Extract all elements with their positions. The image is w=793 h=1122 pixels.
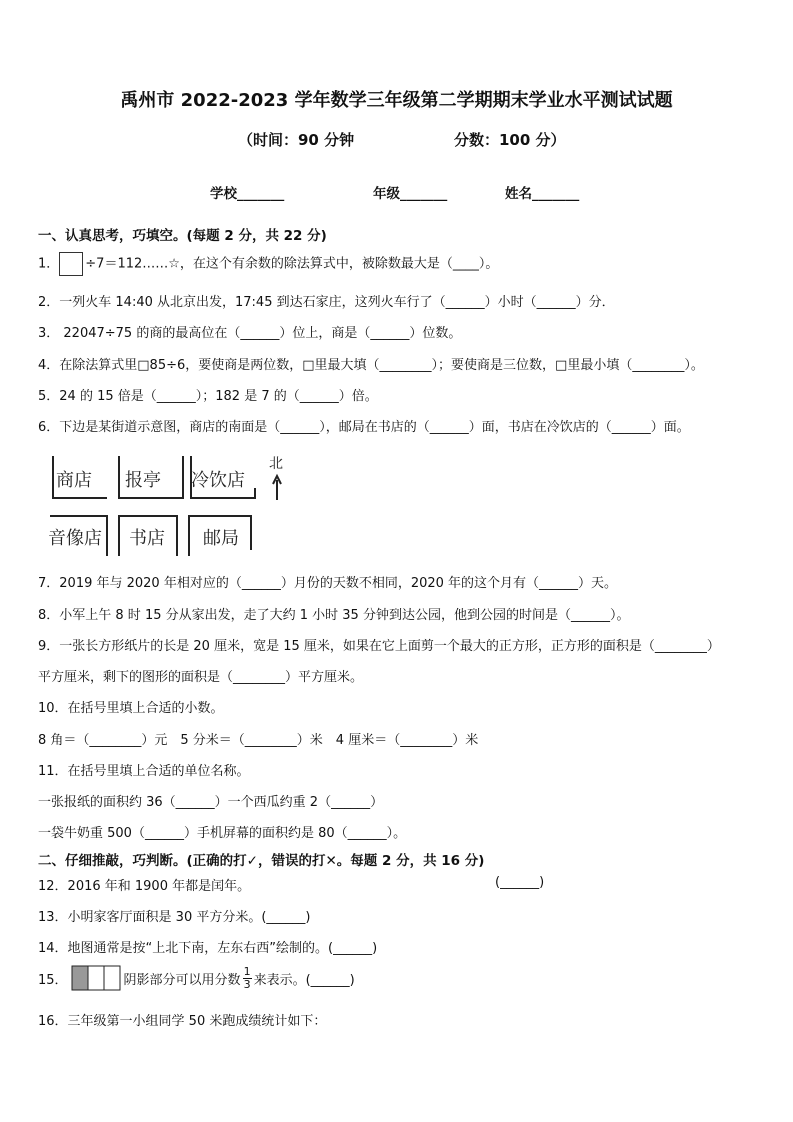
question-15-number: 15． — [38, 972, 68, 988]
map-kiosk-label: 报亭 — [125, 470, 161, 491]
fraction-denominator: 3 — [243, 977, 251, 991]
grade-field: 年级_______ — [373, 186, 448, 202]
question-1-number: 1． — [38, 256, 60, 272]
unshaded-part-1 — [88, 966, 104, 990]
question-8: 8．小军上午 8 时 15 分从家出发，走了大约 1 小时 35 分钟到达公园，他到公园的时间是（______）。 — [38, 608, 630, 623]
question-3: 3． 22047÷75 的商的最高位在（______）位上，商是（______）位数。 — [38, 326, 462, 341]
question-6: 6．下边是某街道示意图，商店的南面是（______），邮局在书店的（______）面，书店在冷饮店的（______）面。 — [38, 420, 690, 435]
question-12: 12．2016 年和 1900 年都是闰年。 — [38, 879, 251, 894]
fraction-one-third — [243, 966, 252, 991]
question-4: 4．在除法算式里□85÷6，要使商是两位数，□里最大填（________）；要使商是三位数，□里最小填（________）。 — [38, 358, 704, 373]
shaded-part — [72, 966, 88, 990]
section-1-heading: 一、认真思考，巧填空。(每题 2 分，共 22 分) — [38, 228, 327, 244]
school-field: 学校_______ — [210, 186, 285, 202]
question-9a: 9．一张长方形纸片的长是 20 厘米，宽是 15 厘米，如果在它上面剪一个最大的正方形，正方形的面积是（________） — [38, 639, 720, 654]
question-2: 2．一列火车 14:40 从北京出发，17:45 到达石家庄，这列火车行了（______）小时（______）分． — [38, 295, 615, 310]
question-12-blank: (______) — [495, 875, 545, 890]
map-shop-label: 商店 — [56, 470, 92, 491]
question-15 — [38, 962, 355, 994]
question-11: 11．在括号里填上合适的单位名称。 — [38, 764, 250, 779]
question-1 — [38, 252, 498, 276]
shaded-rectangle-figure — [70, 962, 122, 994]
unshaded-part-2 — [104, 966, 120, 990]
name-field: 姓名_______ — [505, 186, 580, 202]
question-1-text: ÷7＝112……☆，在这个有余数的除法算式中，被除数最大是（____）。 — [85, 256, 499, 272]
map-north-label: 北 — [269, 456, 283, 472]
section-2-heading: 二、仔细推敲，巧判断。(正确的打✓，错误的打✕。每题 2 分，共 16 分) — [38, 853, 485, 869]
map-bookstore-label: 书店 — [129, 528, 165, 549]
question-5: 5．24 的 15 倍是（______）；182 是 7 的（______）倍。 — [38, 389, 378, 404]
map-audio-label: 音像店 — [48, 528, 102, 549]
question-15-text-a: 阴影部分可以用分数 — [123, 972, 241, 988]
fraction-numerator: 1 — [243, 964, 251, 978]
question-10-items: 8 角＝（________）元 5 分米＝（________）米 4 厘米＝（________）米 — [38, 733, 479, 748]
question-15-text-b: 来表示。(______) — [253, 972, 355, 988]
question-16: 16．三年级第一小组同学 50 米跑成绩统计如下： — [38, 1014, 327, 1029]
blank-box — [59, 252, 83, 276]
question-10: 10．在括号里填上合适的小数。 — [38, 701, 224, 716]
question-13: 13．小明家客厅面积是 30 平方分米。(______) — [38, 910, 311, 925]
question-11-items-b: 一袋牛奶重 500（______）手机屏幕的面积约是 80（______）。 — [38, 826, 407, 841]
question-9b: 平方厘米，剩下的图形的面积是（________）平方厘米。 — [38, 670, 364, 685]
question-11-items-a: 一张报纸的面积约 36（______）一个西瓜约重 2（______） — [38, 795, 384, 810]
exam-score: 分数：100 分） — [454, 131, 566, 149]
page-title: 禹州市 2022-2023 学年数学三年级第二学期期末学业水平测试试题 — [120, 90, 673, 111]
street-map-diagram — [45, 452, 295, 562]
map-post-label: 邮局 — [203, 528, 239, 549]
exam-time: （时间：90 分钟 — [238, 131, 355, 149]
question-14: 14．地图通常是按“上北下南，左东右西”绘制的。(______) — [38, 941, 378, 956]
question-7: 7．2019 年与 2020 年相对应的（______）月份的天数不相同，2020 年的这个月有（______）天。 — [38, 576, 618, 591]
map-cold-drink-label: 冷饮店 — [191, 470, 245, 491]
